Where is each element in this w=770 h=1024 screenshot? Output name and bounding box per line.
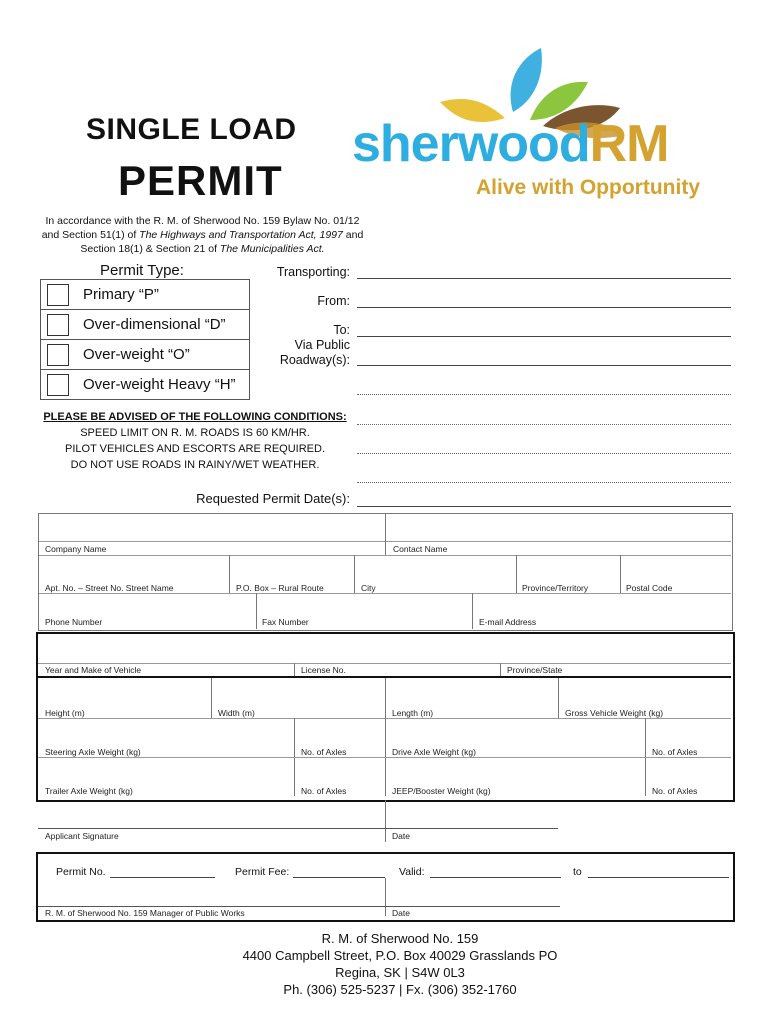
via-field-1[interactable] (357, 365, 731, 366)
valid-to-label: to (573, 866, 582, 878)
from-label: From: (317, 294, 350, 308)
contact-name-label: Contact Name (393, 544, 448, 554)
preamble-line1: In accordance with the R. M. of Sherwood No. 159 Bylaw No. 01/12 (45, 215, 360, 227)
title-line1: SINGLE LOAD (86, 113, 297, 146)
permit-option-overweight[interactable]: Over-weight “O” (41, 340, 249, 370)
transporting-label: Transporting: (276, 265, 350, 279)
to-field[interactable] (357, 336, 731, 337)
permit-option-overweight-heavy[interactable]: Over-weight Heavy “H” (41, 370, 249, 399)
company-name-label: Company Name (45, 544, 107, 554)
office-date-label: Date (392, 908, 410, 918)
phone-label: Phone Number (45, 617, 103, 627)
gvw-label: Gross Vehicle Weight (kg) (565, 708, 664, 718)
footer-address (200, 930, 600, 998)
permit-fee-field[interactable] (293, 877, 385, 878)
to-label: To: (333, 323, 350, 337)
jeep-booster-label: JEEP/Booster Weight (kg) (392, 786, 491, 796)
width-label: Width (m) (218, 708, 255, 718)
logo-wordmark: sherwoodRM (352, 115, 669, 173)
condition-item: PILOT VEHICLES AND ESCORTS ARE REQUIRED. (65, 443, 325, 455)
checkbox[interactable] (47, 314, 69, 336)
permit-option-overdimensional[interactable]: Over-dimensional “D” (41, 310, 249, 340)
axles-label: No. of Axles (652, 747, 698, 757)
applicant-signature-label: Applicant Signature (45, 831, 119, 841)
permit-fee-label: Permit Fee: (235, 866, 290, 878)
manager-label: R. M. of Sherwood No. 159 Manager of Public Works (45, 908, 245, 918)
permit-no-label: Permit No. (56, 866, 106, 878)
via-field-2[interactable] (357, 394, 731, 395)
condition-item: DO NOT USE ROADS IN RAINY/WET WEATHER. (70, 459, 320, 471)
condition-item: SPEED LIMIT ON R. M. ROADS IS 60 KM/HR. (80, 427, 310, 439)
axles-label: No. of Axles (652, 786, 698, 796)
footer-line: Regina, SK | S4W 0L3 (335, 965, 465, 980)
footer-line: R. M. of Sherwood No. 159 (321, 931, 479, 946)
street-address-label: Apt. No. – Street No. Street Name (45, 583, 174, 593)
drive-axle-label: Drive Axle Weight (kg) (392, 747, 476, 757)
postal-code-label: Postal Code (626, 583, 673, 593)
license-label: License No. (301, 665, 346, 675)
via-label-2: Roadway(s): (279, 353, 350, 367)
checkbox[interactable] (47, 374, 69, 396)
permit-option-primary[interactable]: Primary “P” (41, 280, 249, 310)
title-line2: PERMIT (118, 157, 283, 204)
conditions-heading: PLEASE BE ADVISED OF THE FOLLOWING CONDITIONS: (43, 411, 347, 423)
city-label: City (361, 583, 376, 593)
steering-axle-label: Steering Axle Weight (kg) (45, 747, 141, 757)
signature-date-label: Date (392, 831, 410, 841)
via-label-1: Via Public (294, 338, 350, 352)
po-box-label: P.O. Box – Rural Route (236, 583, 324, 593)
checkbox[interactable] (47, 344, 69, 366)
province-state-label: Province/State (507, 665, 563, 675)
preamble (40, 214, 365, 256)
via-field-5[interactable] (357, 482, 731, 483)
trailer-axle-label: Trailer Axle Weight (kg) (45, 786, 133, 796)
email-label: E-mail Address (479, 617, 537, 627)
preamble-line2: and Section 51(1) of The Highways and Transportation Act, 1997 and (41, 229, 364, 241)
requested-dates-field[interactable] (357, 506, 731, 507)
checkbox[interactable] (47, 284, 69, 306)
requested-dates-label: Requested Permit Date(s): (196, 491, 350, 506)
footer-line: Ph. (306) 525-5237 | Fx. (306) 352-1760 (283, 982, 517, 997)
permit-no-field[interactable] (110, 877, 215, 878)
length-label: Length (m) (392, 708, 434, 718)
signature-line[interactable] (38, 828, 558, 829)
conditions-block (40, 409, 350, 473)
footer-line: 4400 Campbell Street, P.O. Box 40029 Grasslands PO (242, 948, 558, 963)
permit-type-heading: Permit Type: (100, 262, 184, 279)
transporting-field[interactable] (357, 278, 731, 279)
fax-label: Fax Number (262, 617, 309, 627)
preamble-line3: Section 18(1) & Section 21 of The Municipalities Act. (80, 243, 325, 255)
via-field-4[interactable] (357, 453, 731, 454)
province-label: Province/Territory (522, 583, 589, 593)
valid-label: Valid: (399, 866, 425, 878)
logo-tagline: Alive with Opportunity (476, 176, 700, 199)
axles-label: No. of Axles (301, 747, 347, 757)
permit-type-table (40, 279, 250, 400)
height-label: Height (m) (45, 708, 85, 718)
vehicle-year-make-label: Year and Make of Vehicle (45, 665, 142, 675)
valid-to-field[interactable] (588, 877, 729, 878)
from-field[interactable] (357, 307, 731, 308)
via-field-3[interactable] (357, 424, 731, 425)
axles-label: No. of Axles (301, 786, 347, 796)
valid-from-field[interactable] (430, 877, 561, 878)
